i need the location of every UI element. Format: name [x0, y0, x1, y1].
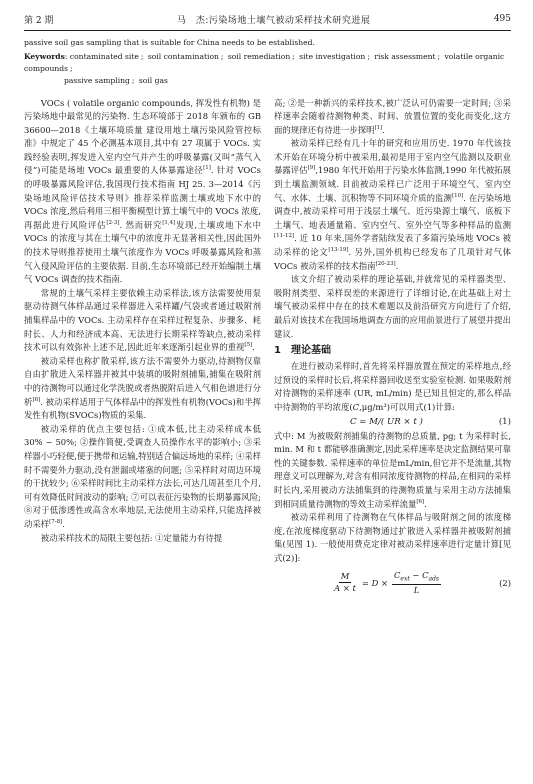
citation[interactable]: [20-23]	[375, 260, 396, 267]
paragraph-limitations: 被动采样技术的局限主要包括: ①定量能力有待提	[40, 532, 223, 543]
keyword: soil contamination	[147, 51, 219, 61]
citation[interactable]: [2-3]	[106, 220, 120, 227]
citation[interactable]: [9]	[307, 165, 316, 172]
citation[interactable]: [5]	[244, 342, 253, 349]
equation-body: $\frac{M}{A \times t}$ = D × $\frac{C_{ext} - C_{ads}}{L}$	[334, 569, 439, 596]
paragraph-fick-law: 被动采样利用了待测物在气体样品与吸附剂之间的浓度梯度,在浓度梯度驱动下待测物通过扩散进入采样器并被吸附剂捕集(见图 1). 一般使用费克定律对被动采样速率进行定量计算[见式(2)]:	[274, 512, 511, 563]
paragraph-active-sampling: 常规的土壤气采样主要依赖主动采样法,该方法需要使用泵驱动待测气体样品通过采样器进入采样罐/气袋或者通过吸附剂捕集样品中的 VOCs. 主动采样存在采样过程复杂、步骤多、耗时长、人力和经济成本高、无法进行长期采样等缺点,被动采样技术可以有效弥补上述不足,因此近年来逐渐引起业界的重视[5].	[24, 287, 261, 353]
equation-number: (1)	[498, 417, 511, 428]
citation[interactable]: [10]	[452, 192, 464, 199]
paragraph-history: 被动采样已经有几十年的研究和应用历史. 1970 年代该技术开始在环境分析中被采用,最初是用于室内空气监测以及职业暴露评估[9],1980 年代开始用于污染水体监测,1990 年代被拓展到土壤监测领域. 目前被动采样已广泛用于环境空气、室内空气、水体、土壤、沉积物等不同环境介质的监测[10]. 在污染场地调查中,被动采样可用于浅层土壤气、近污染源土壤气、底板下土壤气、地表通量箱、室内空气、室外空气等多种样品的监测[11-12]. 近 10 年来,国外学者陆续发表了多篇污染场地 VOCs 被动采样的论文[13-19]. 另外,国外机构已经发布了几项针对气体 VOCs 被动采样的技术指南[20-23].	[274, 138, 512, 271]
citation[interactable]: [1]	[374, 124, 383, 131]
paragraph-vocs-intro: VOCs ( volatile organic compounds, 挥发性有机物) 是污染场地中最常见的污染物. 生态环境部于 2018 年颁布的 GB 36600—2018《土壤环境质量 建设用地土壤污染风险管控标准》中规定了 45 个必测基本项目,其中有 27 项属于 VOCs. 实践经验表明,挥发进入室内空气并产生的呼吸暴露(又叫“蒸气入侵”)可能是场地 VOCs 最重要的人体暴露途径[1]. 针对 VOCs 的呼吸暴露风险评估,我国现行技术指南 HJ 25. 3—2014《污染场地风险评估技术导则》推荐采样监测土壤或地下水中的 VOCs 浓度,然后利用三相平衡模型计算土壤气中的 VOCs 浓度,再据此进行风险评估[2-3]. 然而研究[1,4]发现,土壤或地下水中 VOCs 的浓度与其在土壤气中的浓度并无显著相关性,因此国外的技术导则推荐使用土壤气浓度作为 VOCs 呼吸暴露风险和蒸气入侵风险评估的主要依据. 目前,生态环境部已经开始编制土壤气 VOCs 调查的技术指南.	[24, 97, 262, 285]
section-title: 理论基础	[290, 345, 331, 357]
abstract-tail: passive soil gas sampling that is suitable for China needs to be established.	[24, 38, 315, 47]
equation-body: C = M/( UR × t )	[349, 417, 423, 428]
running-head	[24, 8, 511, 31]
body-columns	[24, 97, 511, 597]
keywords-label: Keywords	[24, 51, 65, 61]
citation[interactable]: [1,4]	[162, 220, 176, 227]
citation[interactable]: [1]	[203, 165, 211, 172]
equation-number: (2)	[499, 577, 511, 588]
citation[interactable]: [6]	[32, 396, 41, 403]
section-number: 1	[274, 345, 281, 357]
keywords-block: Keywords: contaminated site ; soil contamination ; soil remediation ; site investigation ; risk assessment ; volatile organic compounds ; passive sampling ; soil gas	[24, 51, 505, 85]
issue-number: 第 2 期	[24, 15, 54, 26]
citation[interactable]: [11-12]	[274, 233, 295, 240]
keyword: site investigation	[299, 51, 366, 61]
right-column	[274, 97, 511, 597]
keyword: passive sampling	[64, 75, 130, 85]
citation[interactable]: [13-19]	[328, 247, 349, 254]
paragraph-overview: 该文介绍了被动采样的理论基础,并就常见的采样器类型、吸附剂类型、采样误差的来源进行了详细讨论,在此基础上对土壤气被动采样中存在的技术难题以及前沿研究方向进行了介绍,最后对该技术在我国场地调查方面的应用前景进行了展望并提出建议.	[274, 274, 511, 339]
equation-2	[274, 570, 511, 597]
keyword: contaminated site	[69, 51, 139, 61]
paragraph-equation-notes: 式中: M 为被吸附剂捕集的待测物的总质量, pg; t 为采样时长, min. M 和 t 都能够准确测定,因此采样速率是决定监测结果可靠性的关键参数. 采样速率的单位是mL/min,但它并不是流量,其物理意义可以理解为,对含有相同浓度待测物的样品,在相同的采样时长内,采用被动方法捕集到的待测物质量与采用主动方法捕集到相同质量待测物的等效主动采样流量[6].	[274, 430, 511, 509]
keyword: soil remediation	[227, 51, 291, 61]
keyword: volatile organic compounds	[24, 51, 505, 73]
running-title: 马 杰:污染场地土壤气被动采样技术研究进展	[176, 15, 371, 26]
left-column	[24, 97, 261, 597]
fraction-lhs: $\frac{M}{A \times t}$	[334, 571, 356, 594]
paragraph-diffusion-sampling: 被动采样也称扩散采样,该方法不需要外力驱动,待测物仅靠自由扩散进入采样器并被其中装填的吸附剂捕集,捕集在吸附剂中的待测物可以通过化学洗脱或者热脱附后进入气相色谱进行分析[6]. 被动采样适用于气体样品中的挥发性有机物(VOCs)和半挥发性有机物(SVOCs)物质的采集.	[24, 355, 261, 421]
paragraph-theory: 在进行被动采样时,首先将采样器放置在预定的采样地点,经过预设的采样时长后,将采样器回收送至实验室检测. 如果吸附剂对待测物的采样速率 (UR, mL/min) 是已知且恒定的,那么样品中待测物的平均浓度(C,μg/m³)可以用式(1)计算:	[274, 361, 511, 412]
keyword: risk assessment	[374, 51, 436, 61]
citation[interactable]: [6]	[416, 498, 425, 505]
page-number: 495	[493, 14, 511, 24]
keyword: soil gas	[138, 75, 168, 85]
citation[interactable]: [7-8]	[49, 519, 63, 526]
fraction-rhs: $\frac{C_{ext} - C_{ads}}{L}$	[393, 569, 439, 596]
paper-page	[0, 8, 533, 784]
equation-1	[274, 415, 511, 430]
paragraph-advantages: 被动采样的优点主要包括: ①成本低,比主动采样成本低 30% ~ 50%; ②操作简便,受调查人员操作水平的影响小; ③采样器小巧轻便,便于携带和运输,特别适合偏远场地的采样; ④采样时不需要外力驱动,没有泄漏或堵塞的问题; ⑤采样时对周边环境的干扰较少; ⑥采样时间比主动采样方法长,可达几周甚至几个月,可有效降低时间波动的影响; ⑦可以表征污染物的长期暴露风险; ⑧对于低渗透性或高含水率地层,无法使用主动采样,只能选择被动采样[7-8].	[24, 423, 261, 529]
section-heading	[274, 343, 511, 359]
paragraph-limitations-cont: 高; ②是一种新兴的采样技术,被广泛认可仍需要一定时间; ③采样速率会随着待测物种类、时间、放置位置的变化而变化,这方面的规律还有待进一步探明[1].	[274, 97, 511, 135]
